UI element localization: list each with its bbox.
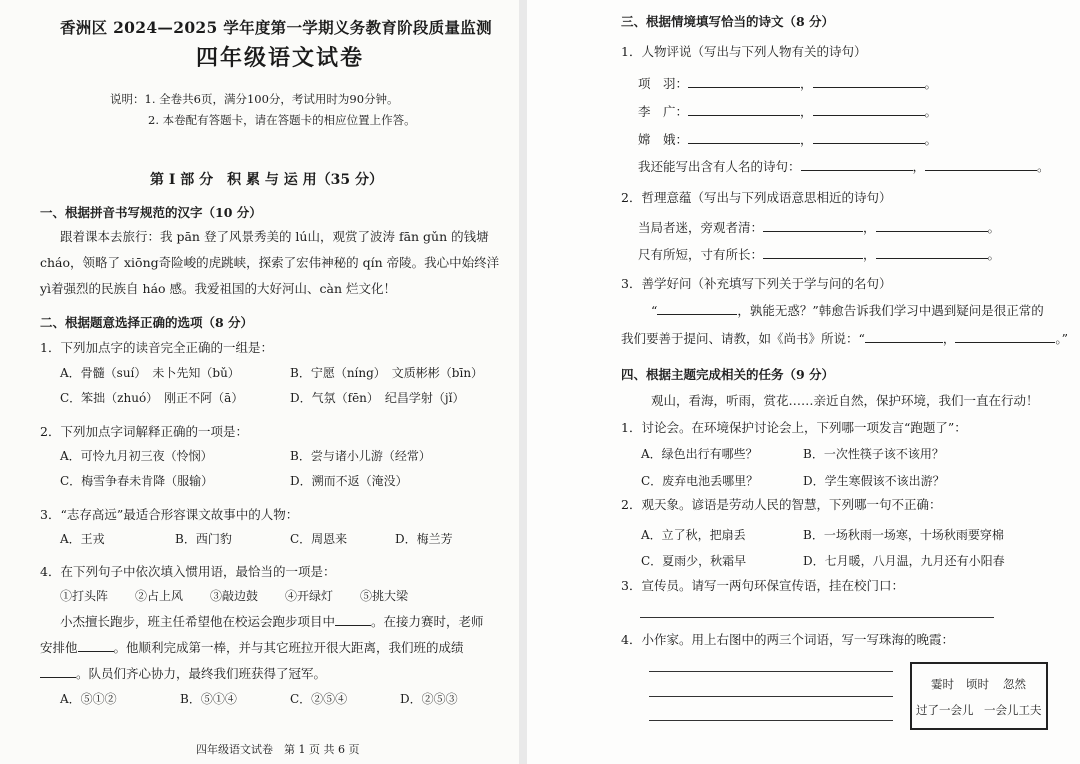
s4-q2-option-b: B．一场秋雨一场寒，十场秋雨要穿棉 xyxy=(803,528,1004,542)
poem-row-liguang: 李 广： ， 。 xyxy=(638,104,938,119)
answer-blank[interactable] xyxy=(865,330,943,343)
section1-line-1: 跟着课本去旅行：我 pān 登了风景秀美的 lú山，观赏了波涛 fān gǔn 的钱塘 xyxy=(60,229,489,244)
q4-idiom-3: ③敲边鼓 xyxy=(210,589,259,603)
q3-option-b: B．西门豹 xyxy=(175,532,232,546)
philosophy-row-1: 当局者迷，旁观者清： ， 。 xyxy=(638,220,1001,235)
q4-idiom-2: ②占上风 xyxy=(135,589,184,603)
s4-q2-option-d: D．七月暖，八月温，九月还有小阳春 xyxy=(803,554,1005,568)
q3-option-a: A．王戎 xyxy=(60,532,105,546)
poem-row-change: 嫦 娥： ， 。 xyxy=(638,132,938,147)
answer-blank[interactable] xyxy=(813,75,925,88)
s4-q1-option-a: A．绿色出行有哪些？ xyxy=(641,447,758,461)
answer-blank[interactable] xyxy=(40,665,76,678)
s4-q1-stem: 1．讨论会。在环境保护讨论会上，下列哪一项发言“跑题了”： xyxy=(621,420,967,435)
answer-blank[interactable] xyxy=(763,219,863,232)
poem-row-extra: 我还能写出含有人名的诗句： ， 。 xyxy=(638,159,1050,174)
answer-blank[interactable] xyxy=(801,158,913,171)
q4-stem: 4．在下列句子中依次填入惯用语，最恰当的一项是： xyxy=(40,564,336,579)
word-bank-word: 顷时 xyxy=(966,677,989,691)
answer-blank[interactable] xyxy=(688,103,800,116)
s3-q3-stem: 3．善学好问（补充填写下列关于学与问的名句） xyxy=(621,276,892,291)
writing-answer-line[interactable] xyxy=(649,671,893,672)
exam-note-1: 说明：1. 全卷共6页，满分100分，考试用时为90分钟。 xyxy=(110,92,399,106)
q2-option-a: A．可怜九月初三夜（怜悯） xyxy=(60,449,213,463)
answer-blank[interactable] xyxy=(688,131,800,144)
word-bank-word: 一会儿工夫 xyxy=(984,703,1042,717)
page-footer: 四年级语文试卷 第 1 页 共 6 页 xyxy=(196,743,360,756)
s3-q2-stem: 2．哲理意蕴（写出与下列成语意思相近的诗句） xyxy=(621,190,892,205)
exam-page-right xyxy=(527,0,1080,764)
answer-blank[interactable] xyxy=(813,131,925,144)
s4-q3-stem: 3．宣传员。请写一两句环保宣传语，挂在校门口： xyxy=(621,578,904,593)
word-bank-word: 忽然 xyxy=(1003,677,1026,691)
q3-option-c: C．周恩来 xyxy=(290,532,348,546)
exam-page-left xyxy=(0,0,519,764)
s4-q1-option-b: B．一次性筷子该不该用？ xyxy=(803,447,944,461)
q4-option-b: B．⑤①④ xyxy=(180,692,237,706)
word-bank-box xyxy=(910,662,1048,730)
exam-title: 四年级语文试卷 xyxy=(196,45,365,71)
section1-heading: 一、根据拼音书写规范的汉字（10 分） xyxy=(40,205,262,220)
q4-idiom-1: ①打头阵 xyxy=(60,589,109,603)
q2-stem: 2．下列加点字词解释正确的一项是： xyxy=(40,424,248,439)
q1-option-a: A．骨髓（suí） 未卜先知（bǔ） xyxy=(60,366,240,380)
part1-heading: 第 Ⅰ 部 分 积 累 与 运 用（35 分） xyxy=(150,172,384,188)
answer-blank[interactable] xyxy=(876,246,988,259)
answer-blank[interactable] xyxy=(813,103,925,116)
section4-heading: 四、根据主题完成相关的任务（9 分） xyxy=(621,367,835,382)
s4-q2-stem: 2．观天象。谚语是劳动人民的智慧，下列哪一句不正确： xyxy=(621,497,942,512)
q1-option-d: D．气氛（fēn） 纪昌学射（jǐ） xyxy=(290,391,465,405)
section1-line-2: cháo，领略了 xiōng奇险峻的虎跳峡，探索了宏伟神秘的 qín 帝陵。我心中始终洋 xyxy=(40,255,500,270)
learning-row-1: “ ，孰能无惑？”韩愈告诉我们学习中遇到疑问是很正常的 xyxy=(651,303,1044,318)
q3-stem: 3．“志存高远”最适合形容课文故事中的人物： xyxy=(40,507,299,522)
q4-passage-line-2: 安排他 。他顺利完成第一棒，并与其它班拉开很大距离，我们班的成绩 xyxy=(40,640,464,655)
answer-blank[interactable] xyxy=(78,639,114,652)
q4-passage-line-3: 。队员们齐心协力，最终我们班获得了冠军。 xyxy=(40,665,326,682)
writing-answer-line[interactable] xyxy=(649,720,893,721)
q4-passage-line-1: 小杰擅长跑步，班主任希望他在校运会跑步项目中 。在接力赛时，老师 xyxy=(60,614,484,629)
section1-line-3: yì着强烈的民族自 háo 感。我爱祖国的大好河山、càn 烂文化！ xyxy=(40,281,397,296)
writing-answer-line[interactable] xyxy=(649,696,893,697)
q1-option-c: C．笨拙（zhuó） 刚正不阿（ā） xyxy=(60,391,244,405)
s4-q2-option-a: A．立了秋，把扇丢 xyxy=(641,528,746,542)
exam-header: 香洲区 2024—2025 学年度第一学期义务教育阶段质量监测 xyxy=(60,18,492,37)
q1-stem: 1．下列加点字的读音完全正确的一组是： xyxy=(40,340,273,355)
word-bank-word: 过了一会儿 xyxy=(916,703,974,717)
answer-blank[interactable] xyxy=(657,302,737,315)
q1-option-b: B．宁愿（níng） 文质彬彬（bīn） xyxy=(290,366,484,380)
s4-q2-option-c: C．夏雨少，秋霜早 xyxy=(641,554,747,568)
q4-option-c: C．②⑤④ xyxy=(290,692,348,706)
answer-blank[interactable] xyxy=(688,75,800,88)
q2-option-b: B．尝与诸小儿游（经常） xyxy=(290,449,431,463)
s4-q4-stem: 4．小作家。用上右图中的两三个词语，写一写珠海的晚霞： xyxy=(621,632,954,647)
exam-note-2: 2. 本卷配有答题卡，请在答题卡的相应位置上作答。 xyxy=(148,113,416,127)
answer-blank[interactable] xyxy=(763,246,863,259)
answer-blank[interactable] xyxy=(925,158,1037,171)
section2-heading: 二、根据题意选择正确的选项（8 分） xyxy=(40,315,254,330)
s4-q1-option-d: D．学生寒假该不该出游？ xyxy=(803,474,945,488)
q2-option-d: D．溯而不返（淹没） xyxy=(290,474,408,488)
q2-option-c: C．梅雪争春未肯降（服输） xyxy=(60,474,214,488)
s3-q1-stem: 1．人物评说（写出与下列人物有关的诗句） xyxy=(621,44,867,59)
q3-option-d: D．梅兰芳 xyxy=(395,532,453,546)
s4-intro: 观山，看海，听雨，赏花……亲近自然，保护环境，我们一直在行动！ xyxy=(651,393,1039,408)
answer-blank[interactable] xyxy=(955,330,1055,343)
section3-heading: 三、根据情境填写恰当的诗文（8 分） xyxy=(621,14,835,29)
q4-option-a: A．⑤①② xyxy=(60,692,117,706)
answer-blank[interactable] xyxy=(876,219,988,232)
poem-row-xiangyu: 项 羽： ， 。 xyxy=(638,76,938,91)
s4-q1-option-c: C．废弃电池丢哪里？ xyxy=(641,474,759,488)
slogan-answer-line[interactable] xyxy=(640,617,994,618)
answer-blank[interactable] xyxy=(335,613,371,626)
q4-option-d: D．②⑤③ xyxy=(400,692,458,706)
word-bank-word: 霎时 xyxy=(931,677,954,691)
q4-idiom-4: ④开绿灯 xyxy=(285,589,334,603)
philosophy-row-2: 尺有所短，寸有所长： ， 。 xyxy=(638,247,1001,262)
q4-idiom-5: ⑤挑大梁 xyxy=(360,589,409,603)
learning-row-2: 我们要善于提问、请教，如《尚书》所说：“ ， 。” xyxy=(621,331,1069,346)
